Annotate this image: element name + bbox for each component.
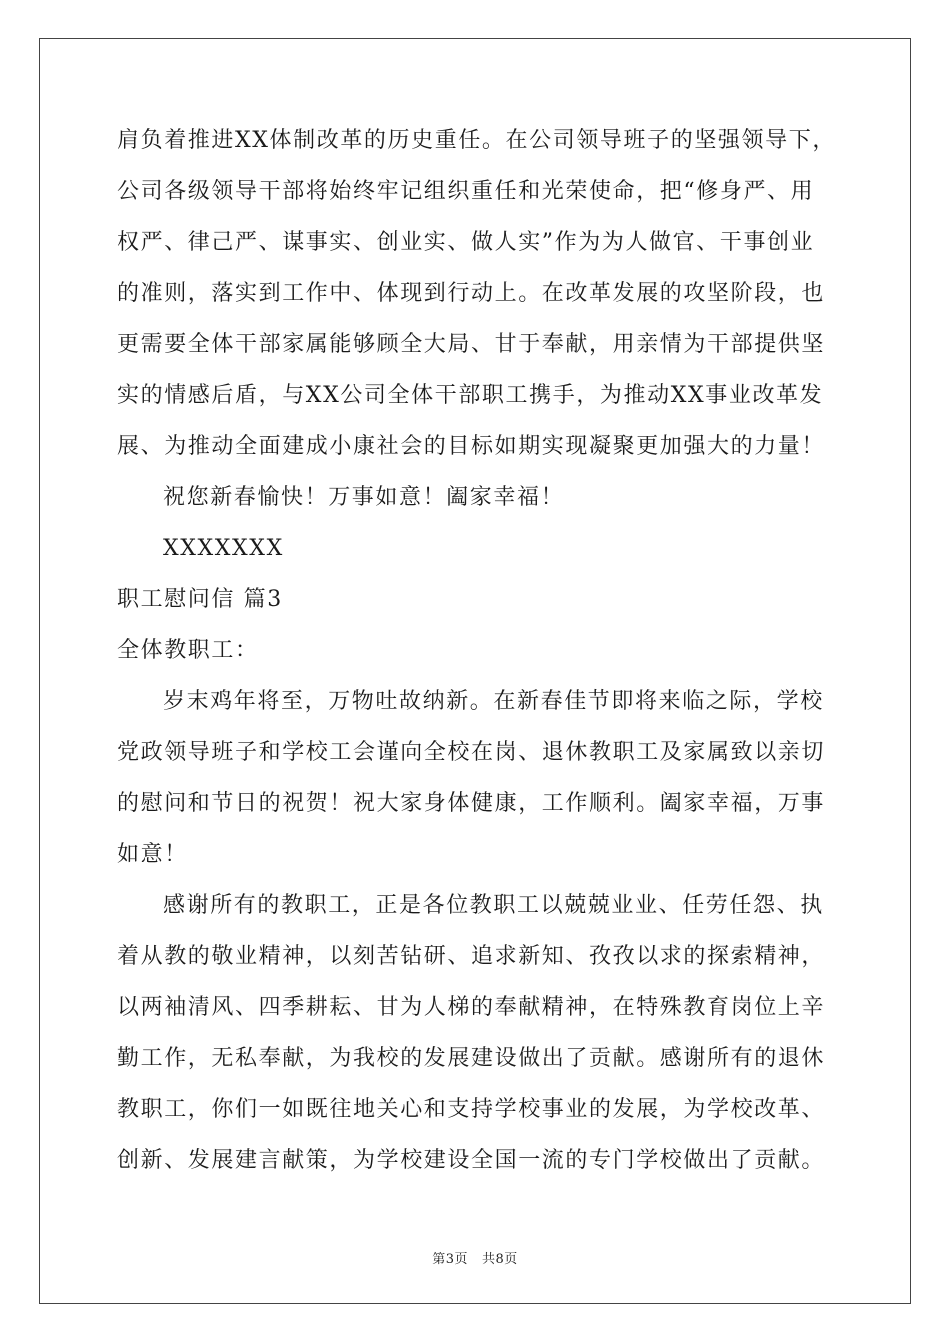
- paragraph-line: 实的情感后盾，与XX公司全体干部职工携手，为推动XX事业改革发: [117, 383, 824, 408]
- paragraph-line: 展、为推动全面建成小康社会的目标如期实现凝聚更加强大的力量！: [117, 434, 826, 459]
- page-total: 共8页: [482, 1252, 518, 1267]
- paragraph-line: 权严、律己严、谋事实、创业实、做人实”作为为人做官、干事创业: [117, 230, 815, 255]
- paragraph-line: 岁末鸡年将至，万物吐故纳新。在新春佳节即将来临之际，学校: [163, 689, 824, 714]
- salutation: 全体教职工：: [117, 638, 259, 663]
- paragraph-line: 党政领导班子和学校工会谨向全校在岗、退休教职工及家属致以亲切: [117, 740, 826, 765]
- paragraph-line: 公司各级领导干部将始终牢记组织重任和光荣使命，把“修身严、用: [117, 179, 815, 204]
- paragraph-line: 着从教的敬业精神，以刻苦钻研、追求新知、孜孜以求的探索精神，: [117, 944, 826, 969]
- paragraph-line: 如意！: [117, 842, 188, 867]
- paragraph-line: 的准则，落实到工作中、体现到行动上。在改革发展的攻坚阶段，也: [117, 281, 826, 306]
- paragraph-line: 肩负着推进XX体制改革的历史重任。在公司领导班子的坚强领导下，: [117, 128, 836, 153]
- paragraph-line: 以两袖清风、四季耕耘、甘为人梯的奉献精神，在特殊教育岗位上辛: [117, 995, 826, 1020]
- greeting-line: 祝您新春愉快！万事如意！阖家幸福！: [163, 485, 565, 510]
- paragraph-line: 的慰问和节日的祝贺！祝大家身体健康，工作顺利。阖家幸福，万事: [117, 791, 826, 816]
- page-footer: [0, 1248, 950, 1267]
- page-number: 第3页: [432, 1252, 468, 1267]
- paragraph-line: 创新、发展建言献策，为学校建设全国一流的专门学校做出了贡献。: [117, 1148, 826, 1173]
- paragraph-line: 勤工作，无私奉献，为我校的发展建设做出了贡献。感谢所有的退休: [117, 1046, 826, 1071]
- paragraph-line: 更需要全体干部家属能够顾全大局、甘于奉献，用亲情为干部提供坚: [117, 332, 826, 357]
- section-title: 职工慰问信 篇3: [117, 587, 283, 612]
- paragraph-line: 教职工，你们一如既往地关心和支持学校事业的发展，为学校改革、: [117, 1097, 826, 1122]
- paragraph-line: 感谢所有的教职工，正是各位教职工以兢兢业业、任劳任怨、执: [163, 893, 824, 918]
- signature-line: XXXXXXX: [163, 536, 284, 561]
